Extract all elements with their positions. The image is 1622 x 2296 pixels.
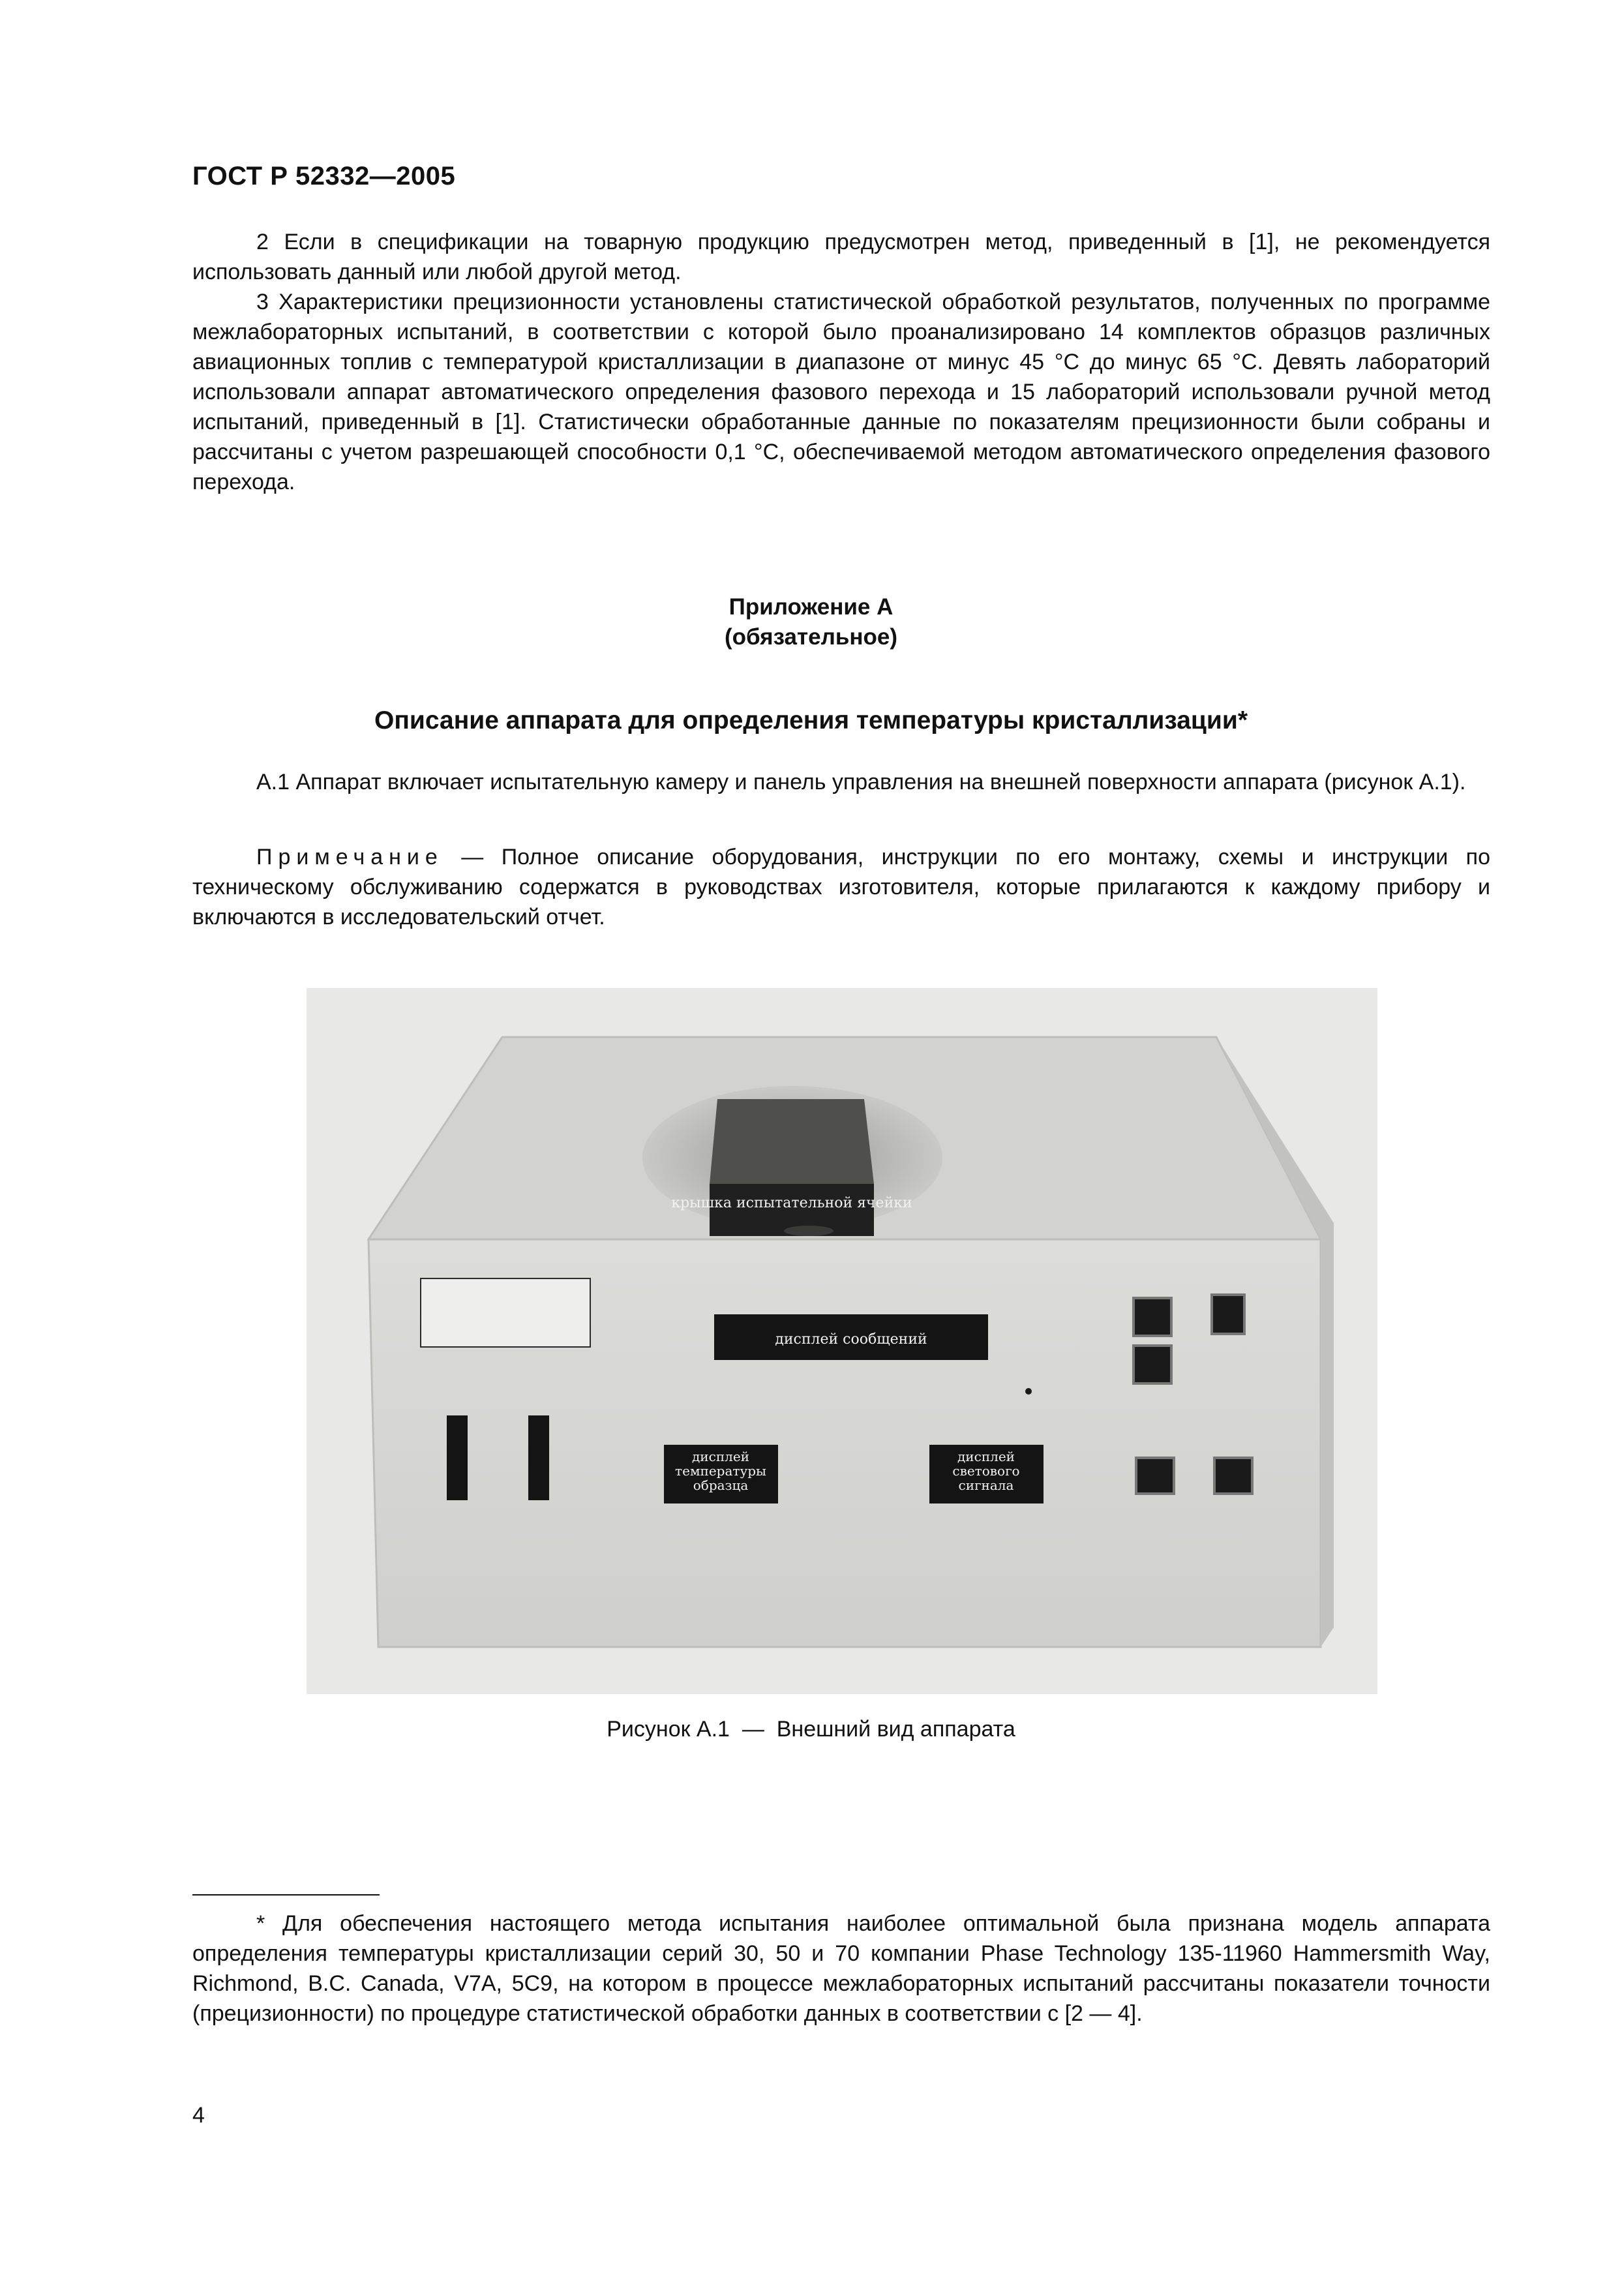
figure-caption: Рисунок А.1 — Внешний вид аппарата [607,1717,1015,1742]
down-button [1134,1346,1171,1383]
annex-heading: Описание аппарата для определения температуры кристаллизации* [374,706,1248,734]
annex-note [192,842,1490,932]
footnote-divider [192,1894,380,1896]
label-temp-display: дисплей температуры образца [675,1449,766,1493]
label-lid: крышка испытательной ячейки [671,1195,912,1211]
indicator-dot [1025,1388,1032,1395]
run-button [1136,1458,1174,1494]
footnote: * Для обеспечения настоящего метода испытания наиболее оптимальной была признана модель аппарата определения температуры кристаллизации серий 30, 50 и 70 компании Phase Technology 135-11960 Hammersmith Way, Richmond, B.C. Canada, V7A, 5C9, на котором в процессе межлабораторных испытаний рассчитаны показатели точности (прецизионности) по процедуре статистической обработки данных в соответствии с [2 — 4]. [192,1911,1490,2026]
lid-latch [784,1226,834,1236]
apparatus-illustration [307,988,1377,1694]
menu-button [1212,1295,1244,1334]
cool-indicator [528,1415,549,1500]
note-2: 2 Если в спецификации на товарную продукцию предусмотрен метод, приведенный в [1], не рекомендуется использовать данный или любой другой метод. [192,230,1490,284]
note-text: — Полное описание оборудования, инструкции по его монтажу, схемы и инструкции по техническому обслуживанию содержатся в руководствах изготовителя, которые прилагаются к каждому прибору и включаются в исследовательский отчет. [192,845,1490,929]
paragraph-a1: А.1 Аппарат включает испытательную камеру и панель управления на внешней поверхности аппарата (рисунок А.1). [256,770,1466,794]
annex-title: Приложение А [728,594,894,620]
note-3: 3 Характеристики прецизионности установлены статистической обработкой результатов, полученных по программе межлабораторных испытаний, в соответствии с которой было проанализировано 14 комплектов образцов различных авиационных топлив с температурой кристаллизации в диапазоне от минус 45 °С до минус 65 °С. Девять лабораторий использовали аппарат автоматического определения фазового перехода и 15 лабораторий использовали ручной метод испытаний, приведенный в [1]. Статистически обработанные данные по показателям прецизионности были собраны и рассчитаны с учетом разрешающей способности 0,1 °С, обеспечиваемой методом автоматического определения фазового перехода. [192,290,1490,494]
test-cell-lid [710,1099,874,1184]
standard-id: ГОСТ Р 52332—2005 [192,162,456,190]
up-button [1134,1298,1171,1336]
note-label: Примечание [256,845,443,869]
label-message-display: дисплей сообщений [775,1331,927,1348]
figure-apparatus-photo [307,988,1377,1694]
purge-indicator [447,1415,468,1500]
annex-title-block [0,592,1622,652]
annex-status: (обязательное) [724,624,897,650]
small-display-window [421,1278,590,1347]
label-signal-display: дисплей светового сигнала [952,1449,1020,1493]
page-number: 4 [192,2103,205,2128]
reset-button [1214,1458,1252,1494]
